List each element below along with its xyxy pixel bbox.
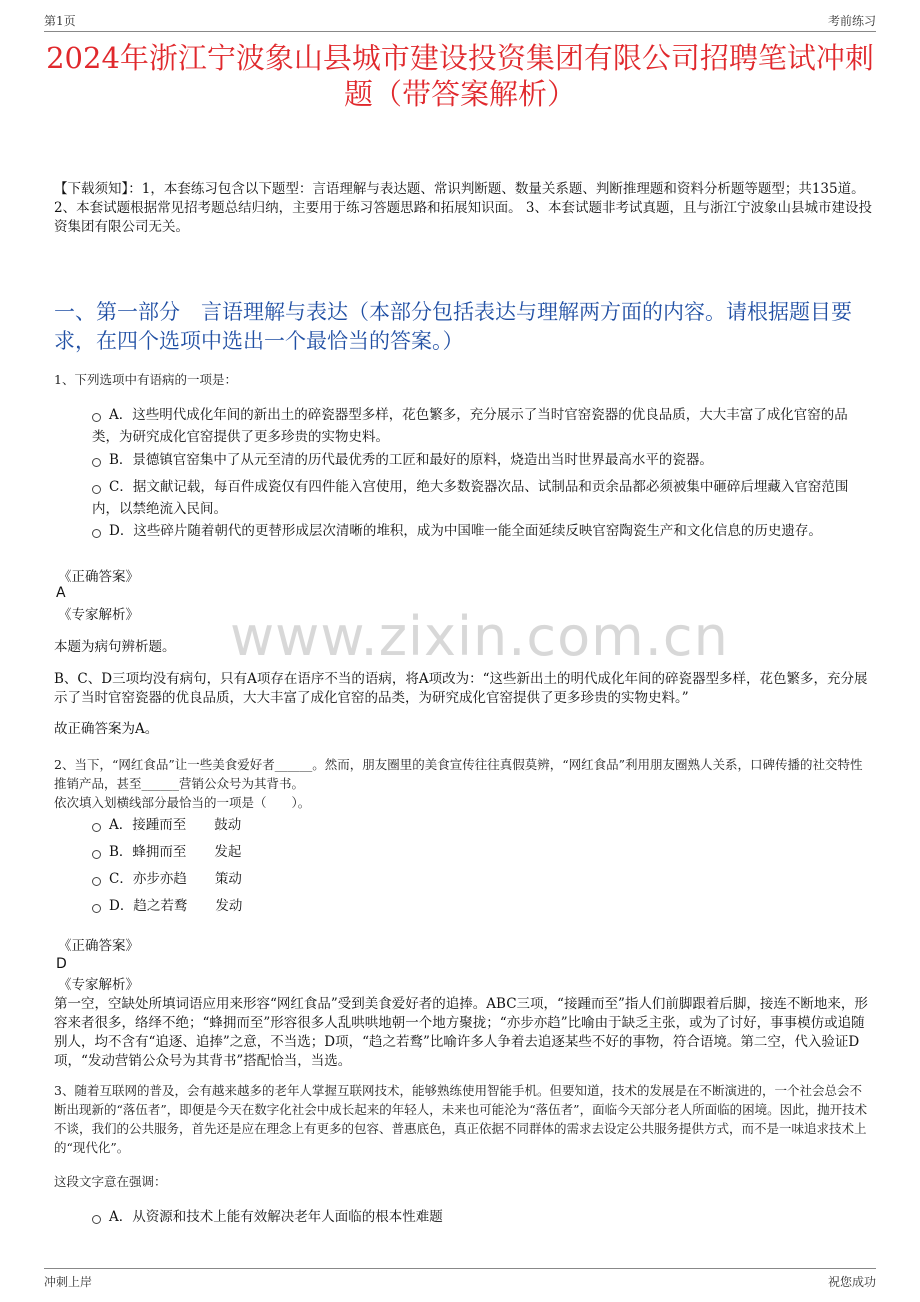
- question-2-instruction: 依次填入划横线部分最恰当的一项是（ ）。: [54, 795, 311, 810]
- q3-option-a[interactable]: [92, 1206, 872, 1228]
- q1-answer-label: 《正确答案》: [58, 569, 139, 585]
- section-heading: 一、第一部分 言语理解与表达（本部分包括表达与理解两方面的内容。请根据题目要求，在四个选项中选出一个最恰当的答案。）: [54, 300, 852, 353]
- q1-answer: A: [56, 585, 66, 601]
- option-word-1: 蜂拥而至: [132, 844, 187, 860]
- option-word-2: 策动: [214, 871, 242, 887]
- q2-option-b[interactable]: [92, 841, 872, 863]
- q1-option-b[interactable]: [92, 449, 872, 471]
- option-text: A．从资源和技术上能有效解决老年人面临的根本性难题: [109, 1209, 443, 1225]
- option-key: C．: [109, 871, 133, 887]
- option-text: C．据文献记载，每百件成瓷仅有四件能入宫使用，绝大多数瓷器次品、试制品和贡余品都必须被集中砸碎后埋藏入官窑范围内，以禁绝流入民间。: [92, 479, 849, 517]
- q2-option-d[interactable]: [92, 895, 872, 917]
- radio-icon[interactable]: [92, 529, 101, 538]
- option-text: B．景德镇官窑集中了从元至清的历代最优秀的工匠和最好的原料，烧造出当时世界最高水平的瓷器。: [109, 452, 713, 468]
- header-divider: [44, 31, 876, 32]
- radio-icon[interactable]: [92, 1215, 101, 1224]
- q1-option-d[interactable]: [92, 520, 872, 542]
- option-word-1: 接踵而至: [132, 817, 187, 833]
- option-key: D．: [109, 898, 134, 914]
- radio-icon[interactable]: [92, 458, 101, 467]
- page-header: [0, 0, 920, 34]
- radio-icon[interactable]: [92, 485, 101, 494]
- download-notice: 【下载须知】：1，本套练习包含以下题型：言语理解与表达题、常识判断题、数量关系题、判断推理题和资料分析题等题型；共135道。 2、本套试题根据常见招考题总结归纳，主要用于练习答题思路和拓展知识面。 3、本套试题非考试真题，且与浙江宁波象山县城市建设投资集团有限公司无关。: [54, 181, 872, 235]
- footer-divider: [44, 1268, 876, 1269]
- q2-option-c[interactable]: [92, 868, 872, 890]
- q1-analysis-line: B、C、D三项均没有病句，只有A项存在语序不当的语病，将A项改为：“这些新出土的明代成化年间的碎瓷器型多样，花色繁多，充分展示了当时官窑瓷器的优良品质，大大丰富了成化官窑的品类，为研究成化官窑提供了更多珍贵的实物史料。”: [54, 671, 868, 706]
- footer-right: 祝您成功: [827, 1275, 876, 1289]
- header-tag: 考前练习: [827, 14, 876, 28]
- q1-analysis-line: 本题为病句辨析题。: [54, 639, 176, 655]
- q1-analysis-label: 《专家解析》: [58, 607, 139, 623]
- option-key: A．: [109, 817, 133, 833]
- q2-answer-label: 《正确答案》: [58, 938, 139, 954]
- q1-option-a[interactable]: [92, 404, 872, 448]
- option-word-2: 发起: [214, 844, 242, 860]
- page-number: 第1页: [44, 14, 76, 28]
- question-3-stem: 3、随着互联网的普及，会有越来越多的老年人掌握互联网技术，能够熟练使用智能手机。但要知道，技术的发展是在不断演进的，一个社会总会不断出现新的“落伍者”，即便是今天在数字化社会中成长起来的年轻人，未来也可能沦为“落伍者”，面临今天部分老人所面临的困境。因此，抛开技术不谈，我们的公共服务，首先还是应在理念上有更多的包容、普惠底色，真正依据不同群体的需求去设定公共服务提供方式，而不是一味追求技术上的“现代化”。: [54, 1083, 868, 1155]
- option-text: A．这些明代成化年间的新出土的碎瓷器型多样，花色繁多，充分展示了当时官窑瓷器的优良品质，大大丰富了成化官窑的品类，为研究成化官窑提供了更多珍贵的实物史料。: [92, 407, 848, 445]
- option-text: D．这些碎片随着朝代的更替形成层次清晰的堆积，成为中国唯一能全面延续反映官窑陶瓷生产和文化信息的历史遗存。: [109, 523, 822, 539]
- radio-icon[interactable]: [92, 850, 101, 859]
- q1-analysis-line: 故正确答案为A。: [54, 721, 159, 737]
- radio-icon[interactable]: [92, 904, 101, 913]
- option-word-2: 鼓动: [214, 817, 242, 833]
- q2-analysis-label: 《专家解析》: [58, 977, 139, 993]
- radio-icon[interactable]: [92, 877, 101, 886]
- question-3-instruction: 这段文字意在强调：: [54, 1174, 167, 1189]
- watermark: www.zixin.com.cn: [230, 605, 729, 668]
- radio-icon[interactable]: [92, 823, 101, 832]
- footer-left: 冲刺上岸: [44, 1275, 93, 1289]
- radio-icon[interactable]: [92, 413, 101, 422]
- q2-analysis: 第一空，空缺处所填词语应用来形容“网红食品”受到美食爱好者的追捧。ABC三项，“接踵而至”指人们前脚跟着后脚，接连不断地来，形容来者很多，络绎不绝；“蜂拥而至”形容很多人乱哄哄地朝一个地方聚拢；“亦步亦趋”比喻由于缺乏主张，或为了讨好，事事模仿或追随别人，均不含有“追逐、追捧”之意，不当选；D项，“趋之若鹜”比喻许多人争着去追逐某些不好的事物，符合语境。第二空，代入验证D项，“发动营销公众号为其背书”搭配恰当，当选。: [54, 996, 868, 1069]
- option-word-2: 发动: [215, 898, 243, 914]
- question-1-stem: 1、下列选项中有语病的一项是：: [54, 372, 237, 387]
- q2-answer: D: [56, 956, 67, 972]
- option-word-1: 亦步亦趋: [132, 871, 187, 887]
- option-word-1: 趋之若鹜: [133, 898, 188, 914]
- document-title: 2024年浙江宁波象山县城市建设投资集团有限公司招聘笔试冲刺题（带答案解析）: [46, 41, 874, 111]
- question-2-stem: 2、当下，“网红食品”让一些美食爱好者______。然而，朋友圈里的美食宣传往往真假莫辨，“网红食品”利用朋友圈熟人关系，口碑传播的社交特性推销产品，甚至______营销公众号为其背书。: [54, 757, 863, 791]
- option-key: B．: [109, 844, 133, 860]
- q2-option-a[interactable]: [92, 814, 872, 836]
- q1-option-c[interactable]: [92, 476, 872, 520]
